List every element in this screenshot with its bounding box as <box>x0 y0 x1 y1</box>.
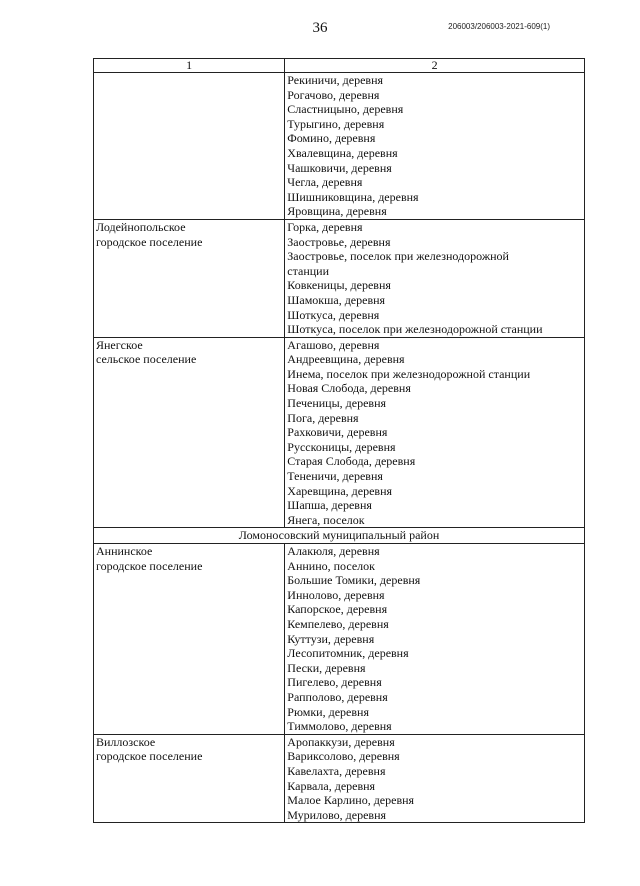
municipality-cell <box>94 544 285 735</box>
table-body <box>94 73 585 823</box>
municipality-cell <box>94 337 285 528</box>
table-row <box>94 73 585 220</box>
settlement-item: Рюмки, деревня <box>287 704 369 719</box>
settlement-item: Турыгино, деревня <box>287 116 385 131</box>
settlement-item: Горка, деревня <box>287 219 363 234</box>
settlement-item: Пески, деревня <box>287 660 366 675</box>
page-number: 36 <box>312 20 328 36</box>
settlement-item: Андреевщина, деревня <box>287 352 405 367</box>
settlement-item: Агашово, деревня <box>287 337 380 352</box>
settlement-item: Вариксолово, деревня <box>287 749 400 764</box>
settlement-item: Алакюля, деревня <box>287 544 380 558</box>
settlement-item: Харевщина, деревня <box>287 483 393 498</box>
table-row <box>94 734 585 823</box>
settlement-item: Аропаккузи, деревня <box>287 734 395 749</box>
settlement-item: Пигелево, деревня <box>287 675 382 690</box>
settlement-item: Лесопитомник, деревня <box>287 646 409 661</box>
municipality-cell <box>94 734 285 823</box>
settlement-item: Мурилово, деревня <box>287 807 387 822</box>
settlement-item: Рогачово, деревня <box>287 87 380 102</box>
municipality-name-line: городское поселение <box>96 234 203 249</box>
settlement-item: Шамокша, деревня <box>287 292 386 307</box>
settlements-cell <box>285 219 585 337</box>
municipality-cell <box>94 73 285 220</box>
municipality-name-line: городское поселение <box>96 749 203 764</box>
settlement-item: Чегла, деревня <box>287 175 363 190</box>
table-header-row <box>94 59 585 73</box>
settlement-item: Иннолово, деревня <box>287 587 385 602</box>
settlement-item: Руссконицы, деревня <box>287 439 396 454</box>
municipality-name-line: Аннинское <box>96 544 153 558</box>
municipality-name-line: Лодейнопольское <box>96 219 186 234</box>
settlement-item: Шапша, деревня <box>287 498 372 513</box>
settlement-item: Яровщина, деревня <box>287 204 387 219</box>
settlements-cell <box>285 73 585 220</box>
settlement-item: Заостровье, деревня <box>287 234 391 249</box>
table-row <box>94 219 585 337</box>
settlement-item: Тиммолово, деревня <box>287 719 392 734</box>
settlement-item: Янега, поселок <box>287 512 365 527</box>
settlement-item: Рахковичи, деревня <box>287 425 388 440</box>
settlement-item: Кавелахта, деревня <box>287 763 386 778</box>
settlements-table <box>93 58 585 823</box>
table-row <box>94 544 585 735</box>
settlement-item: Большие Томики, деревня <box>287 573 421 588</box>
settlement-item: Старая Слобода, деревня <box>287 454 416 469</box>
settlement-item: Хвалевщина, деревня <box>287 145 398 160</box>
settlement-item: Рапполово, деревня <box>287 689 388 704</box>
settlement-item: Заостровье, поселок при железнодорожной <box>287 249 509 264</box>
settlement-item: Ковкеницы, деревня <box>287 278 391 293</box>
table-row <box>94 337 585 528</box>
column-header-2: 2 <box>285 59 585 73</box>
municipality-name-line: сельское поселение <box>96 352 197 367</box>
settlement-item: Аннино, поселок <box>287 558 375 573</box>
settlement-item: Малое Карлино, деревня <box>287 793 415 808</box>
settlement-item: Шоткуса, поселок при железнодорожной станции <box>287 322 543 337</box>
settlement-item: Тененичи, деревня <box>287 469 383 484</box>
settlements-cell <box>285 734 585 823</box>
settlement-item: Кемпелево, деревня <box>287 616 389 631</box>
settlement-item: Рекиничи, деревня <box>287 73 384 87</box>
settlement-item: Фомино, деревня <box>287 131 376 146</box>
settlement-item: Шишниковщина, деревня <box>287 189 419 204</box>
settlement-item: Инема, поселок при железнодорожной станции <box>287 366 531 381</box>
settlement-item: Карвала, деревня <box>287 778 376 793</box>
settlement-item: Куттузи, деревня <box>287 631 375 646</box>
municipality-name-line: городское поселение <box>96 558 203 573</box>
settlement-item: Сластницыно, деревня <box>287 102 404 117</box>
municipality-name-line: Янегское <box>96 337 143 352</box>
settlement-item: Капорское, деревня <box>287 602 388 617</box>
document-code: 206003/206003-2021-609(1) <box>448 22 550 31</box>
settlements-cell <box>285 544 585 735</box>
settlement-item: Шоткуса, деревня <box>287 307 380 322</box>
settlement-item: Печеницы, деревня <box>287 396 387 411</box>
settlements-cell <box>285 337 585 528</box>
municipality-name-line: Виллозское <box>96 734 156 749</box>
settlement-item: Новая Слобода, деревня <box>287 381 411 396</box>
settlement-item: Чашковичи, деревня <box>287 160 392 175</box>
municipality-cell <box>94 219 285 337</box>
column-header-1: 1 <box>94 59 285 73</box>
settlement-item: Пога, деревня <box>287 410 359 425</box>
district-title: Ломоносовский муниципальный район <box>94 528 585 544</box>
settlement-item: станции <box>287 263 330 278</box>
district-row <box>94 528 585 544</box>
